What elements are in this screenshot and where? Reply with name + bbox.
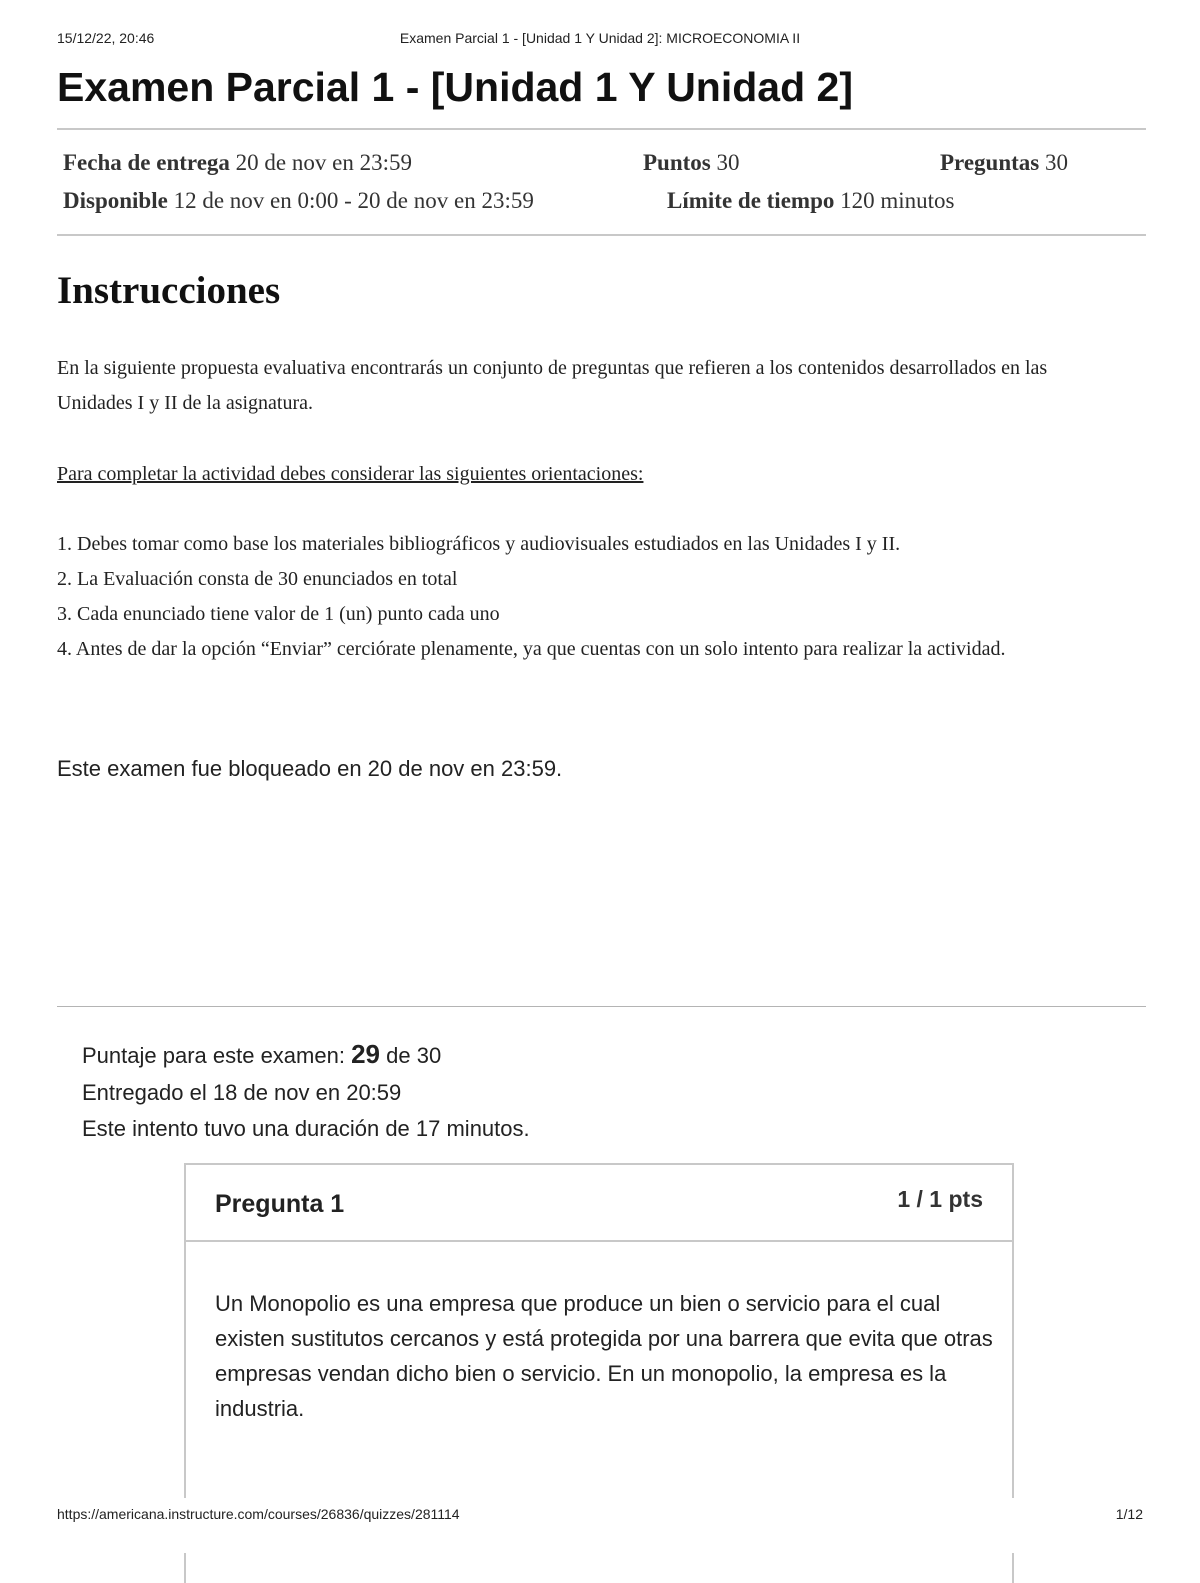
availability: [63, 188, 534, 214]
divider: [57, 128, 1146, 130]
list-item: 2. La Evaluación consta de 30 enunciados en total: [57, 568, 458, 590]
attempt-duration: Este intento tuvo una duración de 17 minutos.: [82, 1116, 530, 1141]
quiz-title: Examen Parcial 1 - [Unidad 1 Y Unidad 2]: [57, 64, 853, 110]
points-info: [643, 150, 740, 176]
questions-label: Preguntas: [940, 150, 1040, 175]
question-points: 1 / 1 pts: [897, 1186, 983, 1212]
list-item: 4. Antes de dar la opción “Enviar” cerciórate plenamente, ya que cuentas con un solo intento para realizar la actividad.: [57, 638, 1006, 660]
list-item: 3. Cada enunciado tiene valor de 1 (un) punto cada uno: [57, 603, 500, 625]
questions-value: 30: [1045, 150, 1068, 175]
available-label: Disponible: [63, 188, 168, 213]
points-label: Puntos: [643, 150, 711, 175]
page-url: https://americana.instructure.com/courses/26836/quizzes/281114: [57, 1506, 460, 1522]
page-number: 1/12: [1115, 1506, 1143, 1522]
print-header: [57, 30, 1143, 50]
due-label: Fecha de entrega: [63, 150, 230, 175]
time-limit-label: Límite de tiempo: [667, 188, 835, 213]
question-header: [186, 1165, 1012, 1242]
points-value: 30: [716, 150, 740, 175]
score-suffix: de 30: [386, 1043, 442, 1068]
list-item: 1. Debes tomar como base los materiales bibliográficos y audiovisuales estudiados en las Unidades I y II.: [57, 533, 901, 555]
instructions-heading: Instrucciones: [57, 269, 281, 312]
divider: [57, 1006, 1146, 1007]
question-title: Pregunta 1: [215, 1190, 345, 1218]
score-prefix: Puntaje para este examen:: [82, 1043, 345, 1068]
available-value: 12 de nov en 0:00 - 20 de nov en 23:59: [173, 188, 534, 213]
instructions-intro: En la siguiente propuesta evaluativa encontrarás un conjunto de preguntas que refieren a los contenidos desarrollados en las Unidades I y II de la asignatura.: [57, 357, 1048, 414]
print-page-title: Examen Parcial 1 - [Unidad 1 Y Unidad 2]: MICROECONOMIA II: [399, 30, 801, 46]
questions-info: [940, 150, 1068, 176]
time-limit: [667, 188, 954, 214]
divider: [57, 234, 1146, 236]
due-date: [63, 150, 412, 176]
orientations-heading: [57, 457, 1127, 492]
instructions-list: [57, 527, 1127, 667]
locked-message: Este examen fue bloqueado en 20 de nov en 23:59.: [57, 756, 563, 781]
print-datetime: 15/12/22, 20:46: [57, 30, 155, 46]
print-footer: [0, 1498, 1200, 1553]
submitted-date: Entregado el 18 de nov en 20:59: [82, 1080, 402, 1105]
time-limit-value: 120 minutos: [840, 188, 955, 213]
due-value: 20 de nov en 23:59: [235, 150, 412, 175]
question-text: Un Monopolio es una empresa que produce un bien o servicio para el cual existen sustitutos cercanos y está protegida por una barrera que evita que otras empresas vendan dicho bien o servicio. En un monopolio, la empresa es la industria.: [215, 1291, 993, 1421]
orientations-heading-text: Para completar la actividad debes considerar las siguientes orientaciones:: [57, 463, 644, 485]
score-value: 29: [351, 1039, 380, 1069]
score-line: [82, 1036, 441, 1074]
